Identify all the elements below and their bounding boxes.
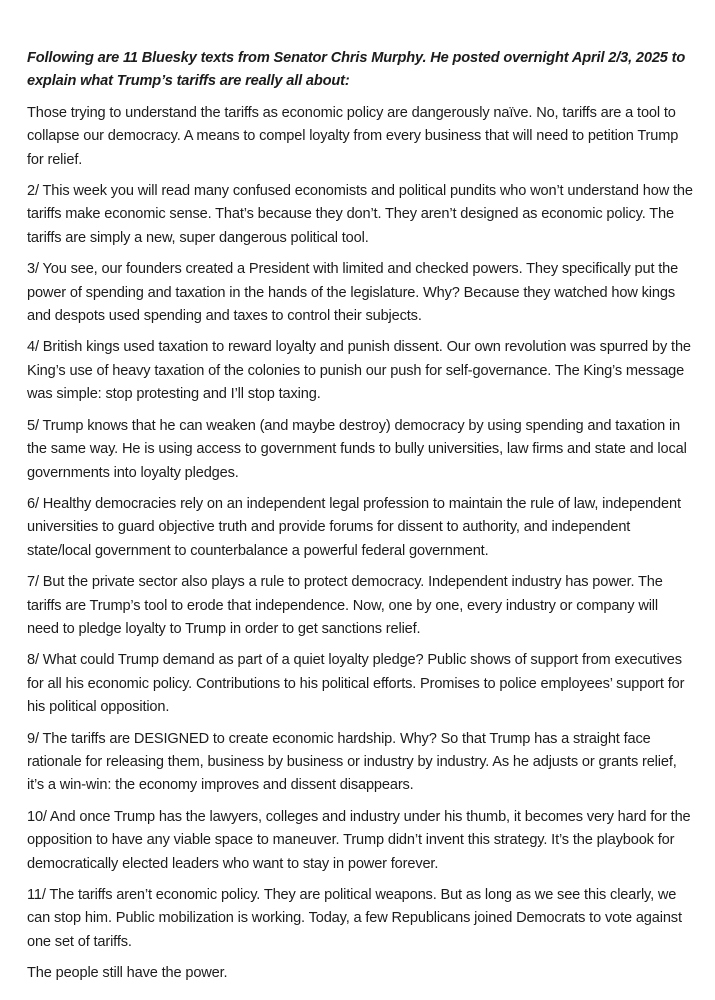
intro-heading: Following are 11 Bluesky texts from Senator Chris Murphy. He posted overnight April 2/3, 2025 to explain what Trump’s tariffs are really all about: bbox=[27, 50, 686, 90]
paragraph-4: 4/ British kings used taxation to reward loyalty and punish dissent. Our own revolution was spurred by the King’s use of heavy taxation of the colonies to punish our push for self-governance. The King’s message was simple: stop protesting and I’ll stop taxing. bbox=[27, 339, 691, 403]
paragraph-5: 5/ Trump knows that he can weaken (and maybe destroy) democracy by using spending and taxation in the same way. He is using access to government funds to bully universities, law firms and state and local governments into loyalty pledges. bbox=[27, 417, 687, 481]
closing-line: The people still have the power. bbox=[27, 965, 228, 982]
paragraph-8: 8/ What could Trump demand as part of a quiet loyalty pledge? Public shows of support from executives for all his economic policy. Contributions to his political efforts. Promises to police employees’ support for his political opposition. bbox=[27, 652, 685, 716]
paragraph-1: Those trying to understand the tariffs as economic policy are dangerously naïve. No, tariffs are a tool to collapse our democracy. A means to compel loyalty from every business that will need to petition Trump for relief. bbox=[27, 104, 679, 168]
paragraph-6: 6/ Healthy democracies rely on an independent legal profession to maintain the rule of law, independent universities to guard objective truth and provide forums for dissent to authority, and independent state/local government to counterbalance a powerful federal government. bbox=[27, 495, 681, 559]
paragraph-10: 10/ And once Trump has the lawyers, colleges and industry under his thumb, it becomes very hard for the opposition to have any viable space to maneuver. Trump didn’t invent this strategy. It’s the playbook for democratically elected leaders who want to stay in power forever. bbox=[27, 808, 691, 872]
paragraph-7: 7/ But the private sector also plays a rule to protect democracy. Independent industry has power. The tariffs are Trump’s tool to erode that independence. Now, one by one, every industry or company will need to pledge loyalty to Trump in order to get sanctions relief. bbox=[27, 574, 663, 637]
paragraph-2: 2/ This week you will read many confused economists and political pundits who won’t understand how the tariffs make economic sense. That’s because they don’t. They aren’t designed as economic policy. The tariffs are simply a new, super dangerous political tool. bbox=[27, 183, 693, 246]
paragraph-11: 11/ The tariffs aren’t economic policy. They are political weapons. But as long as we see this clearly, we can stop him. Public mobilization is working. Today, a few Republicans joined Democrats to vote against one set of tariffs. bbox=[27, 887, 682, 950]
paragraph-3: 3/ You see, our founders created a President with limited and checked powers. They specifically put the power of spending and taxation in the hands of the legislature. Why? Because they watched how kings and despots used spending and taxes to control their subjects. bbox=[27, 261, 679, 325]
paragraph-9: 9/ The tariffs are DESIGNED to create economic hardship. Why? So that Trump has a straight face rationale for releasing them, business by business or industry by industry. As he adjusts or grants relief, it’s a win-win: the economy improves and dissent disappears. bbox=[27, 730, 677, 794]
